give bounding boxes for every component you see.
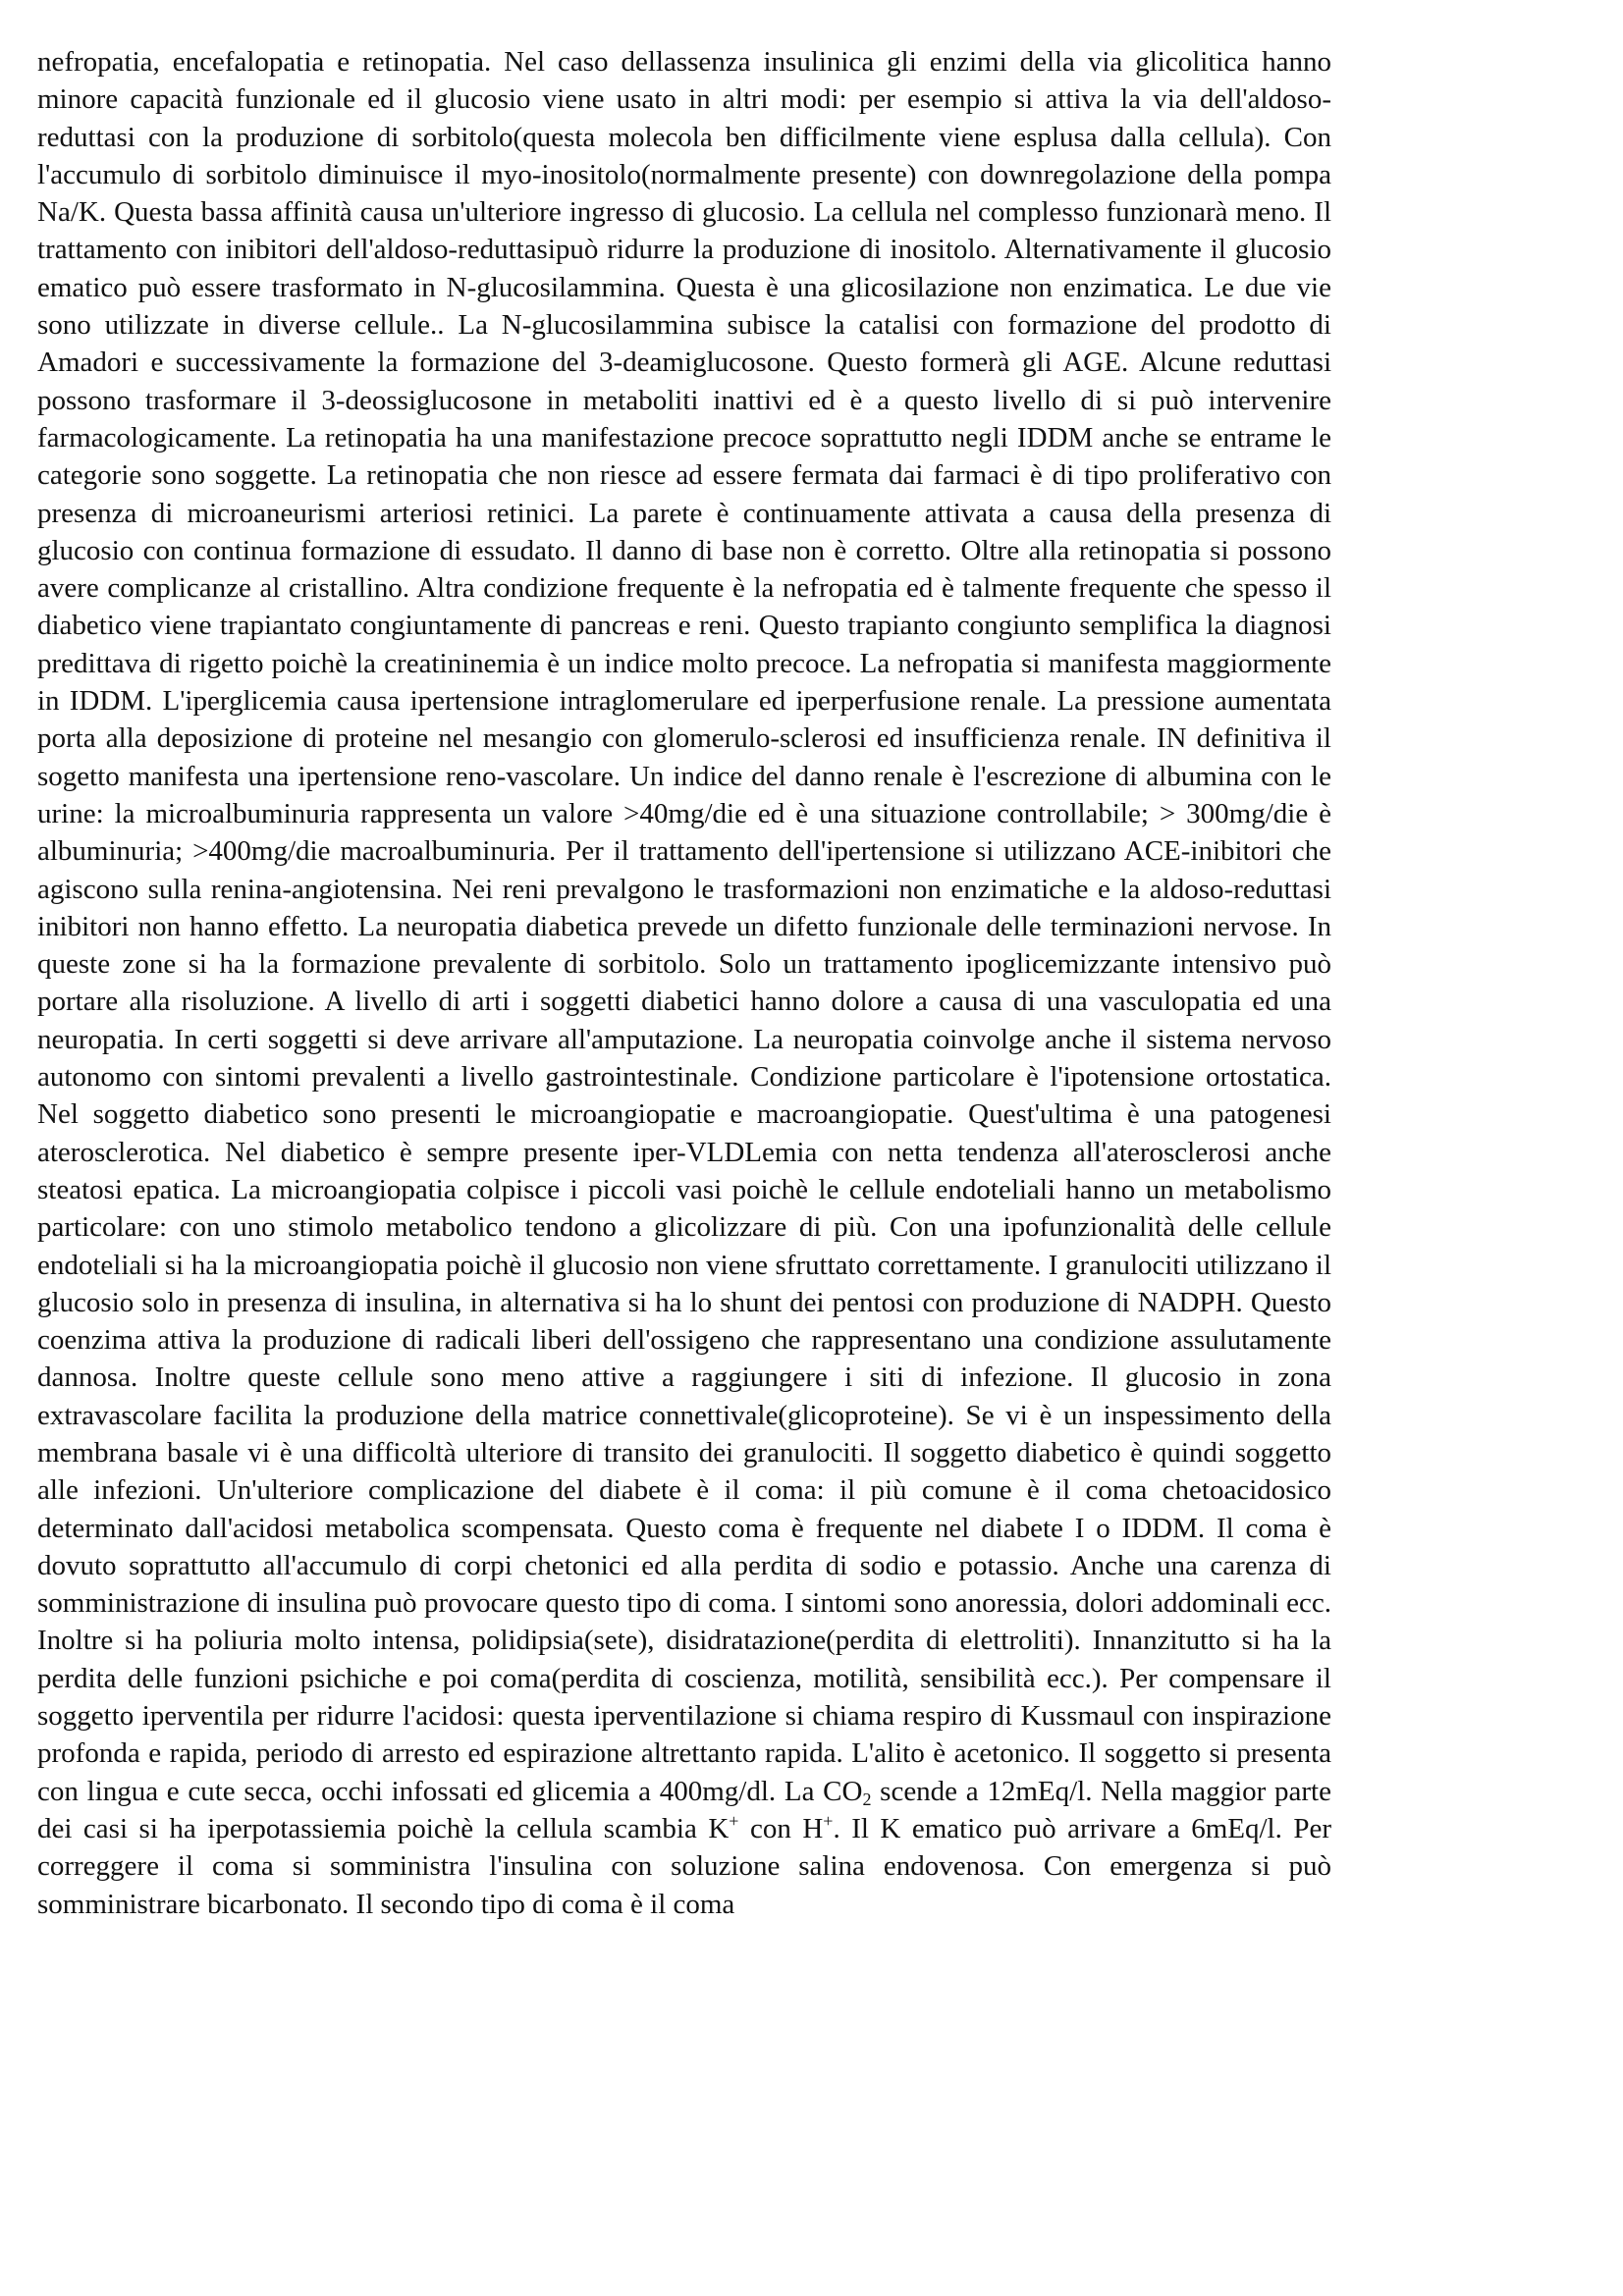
paragraph-text-mid2: con H	[738, 1812, 824, 1844]
document-page	[37, 43, 1331, 1923]
paragraph-text-intro: nefropatia, encefalopatia e retinopatia. Nel caso dellassenza insulinica gli enzimi della via glicolitica hanno minore capacità funzionale ed il glucosio viene usato in altri modi: per esempio si attiva la via dell'aldoso-reduttasi con la produzione di sorbitolo(questa molecola ben difficilmente viene esplusa dalla cellula). Con l'accumulo di sorbitolo diminuisce il myo-inositolo(normalmente presente) con downregolazione della pompa Na/K. Questa bassa affinità causa un'ulteriore ingresso di glucosio. La cellula nel complesso funzionarà meno. Il trattamento con inibitori dell'aldoso-reduttasipuò ridurre la produzione di inositolo. Alternativamente il glucosio ematico può essere trasformato in N-glucosilammina. Questa è una glicosilazione non enzimatica. Le due vie sono utilizzate in diverse cellule.. La N-glucosilammina subisce la catalisi con formazione del prodotto di Amadori e successivamente la formazione del 3-deamiglucosone. Questo formerà gli AGE. Alcune reduttasi possono trasformare il 3-deossiglucosone in metaboliti inattivi ed è a questo livello di si può intervenire farmacologicamente. La retinopatia ha una manifestazione precoce soprattutto negli IDDM anche se entrame le categorie sono soggette. La retinopatia che non riesce ad essere fermata dai farmaci è di tipo proliferativo con presenza di microaneurismi arteriosi retinici. La parete è continuamente attivata a causa della presenza di glucosio con continua formazione di essudato. Il danno di base non è corretto. Oltre alla retinopatia si possono avere complicanze al cristallino. Altra condizione frequente è la nefropatia ed è talmente frequente che spesso il diabetico viene trapiantato congiuntamente di pancreas e reni. Questo trapianto congiunto semplifica la diagnosi predittava di rigetto poichè la creatininemia è un indice molto precoce. La nefropatia si manifesta maggiormente in IDDM. L'iperglicemia causa ipertensione intraglomerulare ed iperperfusione renale. La pressione aumentata porta alla deposizione di proteine nel mesangio con glomerulo-sclerosi ed insufficienza renale. IN definitiva il sogetto manifesta una ipertensione reno-vascolare. Un indice del danno renale è l'escrezione di albumina con le urine: la microalbuminuria rappresenta un valore >40mg/die ed è una situazione controllabile; > 300mg/die è albuminuria; >400mg/die macroalbuminuria. Per il trattamento dell'ipertensione si utilizzano ACE-inibitori che agiscono sulla renina-angiotensina. Nei reni prevalgono le trasformazioni non enzimatiche e la aldoso-reduttasi inibitori non hanno effetto. La neuropatia diabetica prevede un difetto funzionale delle terminazioni nervose. In queste zone si ha la formazione prevalente di sorbitolo. Solo un trattamento ipoglicemizzante intensivo può portare alla risoluzione. A livello di arti i soggetti diabetici hanno dolore a causa di una vasculopatia ed una neuropatia. In certi soggetti si deve arrivare all'amputazione. La neuropatia coinvolge anche il sistema nervoso autonomo con sintomi prevalenti a livello gastrointestinale. Condizione particolare è l'ipotensione ortostatica. Nel soggetto diabetico sono presenti le microangiopatie e macroangiopatie. Quest'ultima è una patogenesi aterosclerotica. Nel diabetico è sempre presente iper-VLDLemia con netta tendenza all'aterosclerosi anche steatosi epatica. La microangiopatia colpisce i piccoli vasi poichè le cellule endoteliali hanno un metabolismo particolare: con uno stimolo metabolico tendono a glicolizzare di più. Con una ipofunzionalità delle cellule endoteliali si ha la microangiopatia poichè il glucosio non viene sfruttato correttamente. I granulociti utilizzano il glucosio solo in presenza di insulina, in alternativa si ha lo shunt dei pentosi con produzione di NADPH. Questo coenzima attiva la produzione di radicali liberi dell'ossigeno che rappresentano una condizione assulutamente dannosa. Inoltre queste cellule sono meno attive a raggiungere i siti di infezione. Il glucosio in zona extravascolare facilita la produzione della matrice connettivale(glicoproteine). Se vi è un inspessimento della membrana basale vi è una difficoltà ulteriore di transito dei granulociti. Il soggetto diabetico è quindi soggetto alle infezioni. Un'ulteriore complicazione del diabete è il coma: il più comune è il coma chetoacidosico determinato dall'acidosi metabolica scompensata. Questo coma è frequente nel diabete I o IDDM. Il coma è dovuto soprattutto all'accumulo di corpi chetonici ed alla perdita di sodio e potassio. Anche una carenza di somministrazione di insulina può provocare questo tipo di coma. I sintomi sono anoressia, dolori addominali ecc. Inoltre si ha poliuria molto intensa, polidipsia(sete), disidratazione(perdita di elettroliti). Innanzitutto si ha la perdita delle funzioni psichiche e poi coma(perdita di coscienza, motilità, sensibilità ecc.). Per compensare il soggetto iperventila per ridurre l'acidosi: questa iperventilazione si chiama respiro di Kussmaul con inspirazione profonda e rapida, periodo di arresto ed espirazione altrettanto rapida. L'alito è acetonico. Il soggetto si presenta con lingua e cute secca, occhi infossati ed glicemia a 400mg/dl. La CO	[37, 46, 1331, 1807]
paragraph-text-mid: scende a 12mEq/l. Nella maggior parte dei casi si ha iperpotassiemia poichè la cellula scambia K	[37, 1775, 1331, 1844]
paragraph-text-outro: . Il K ematico può arrivare a 6mEq/l. Per correggere il coma si somministra l'insulina con soluzione salina endovenosa. Con emergenza si può somministrare bicarbonato. Il secondo tipo di coma è il coma	[37, 1812, 1331, 1920]
hydrogen-superscript: +	[823, 1810, 834, 1831]
body-paragraph	[37, 43, 1331, 1923]
potassium-superscript: +	[729, 1810, 739, 1831]
co2-subscript: 2	[862, 1789, 872, 1809]
